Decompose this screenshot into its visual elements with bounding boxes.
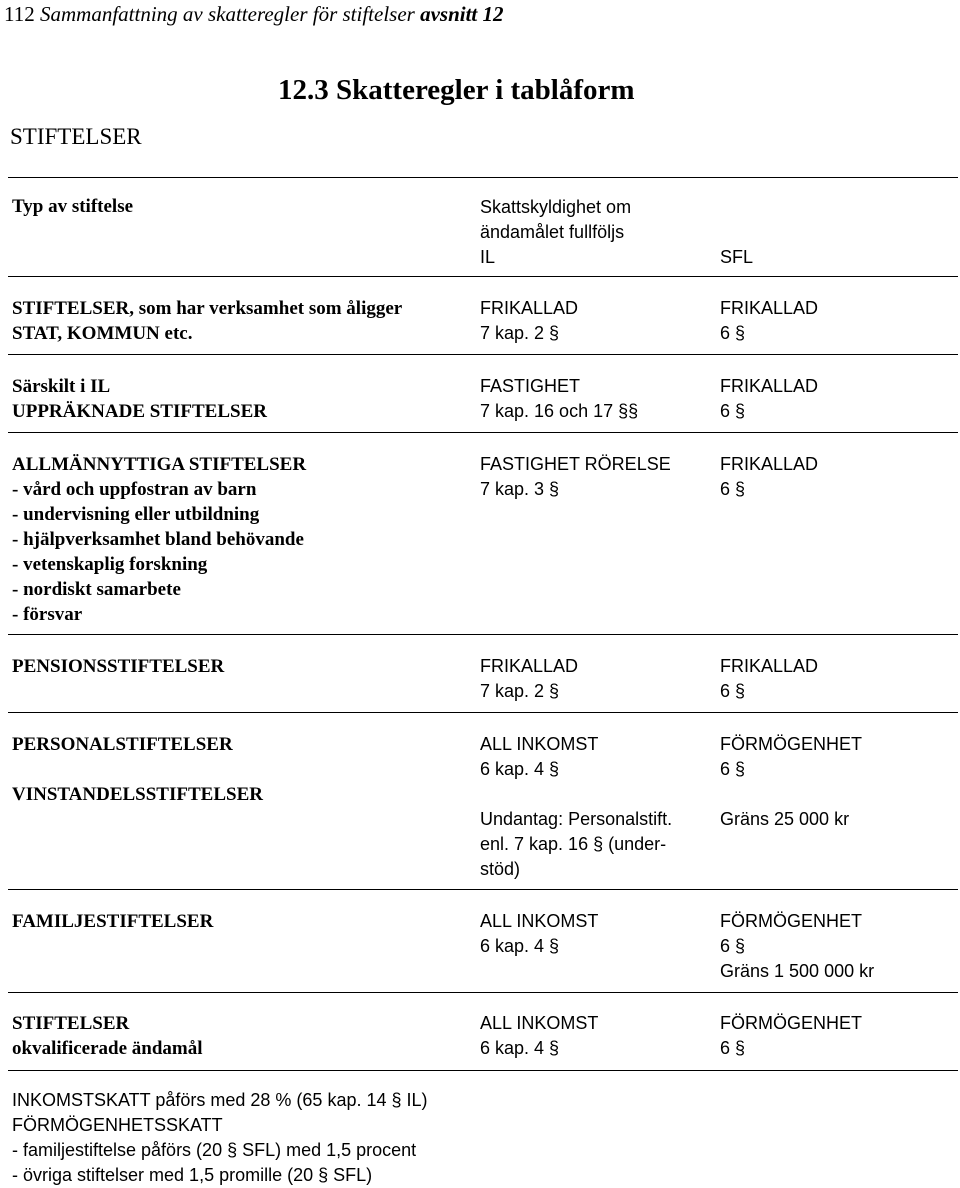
row-rule xyxy=(8,712,958,713)
footer-notes: INKOMSTSKATT påförs med 28 % (65 kap. 14 § IL) FÖRMÖGENHETSSKATT - familjestiftelse påförs (20 § SFL) med 1,5 procent - övriga stiftelser med 1,5 promille (20 § SFL) xyxy=(12,1090,428,1185)
row-3-il: FASTIGHET RÖRELSE 7 kap. 3 § xyxy=(480,454,671,499)
row-2-il: FASTIGHET 7 kap. 16 och 17 §§ xyxy=(480,376,639,421)
row-2-type: Särskilt i IL UPPRÄKNADE STIFTELSER xyxy=(12,376,267,422)
column-header-rule xyxy=(8,276,958,277)
row-6-type: FAMILJESTIFTELSER xyxy=(12,911,214,932)
column-header-il: Skattskyldighet om ändamålet fullföljs IL xyxy=(480,197,632,267)
section-label: avsnitt 12 xyxy=(420,2,504,26)
page-header xyxy=(4,2,504,27)
row-1-type: STIFTELSER, som har verksamhet som åligger STAT, KOMMUN etc. xyxy=(12,298,403,344)
row-7-il: ALL INKOMST 6 kap. 4 § xyxy=(480,1013,599,1058)
page-title: 12.3 Skatteregler i tablåform xyxy=(278,74,635,106)
row-6-sfl: FÖRMÖGENHET 6 § Gräns 1 500 000 kr xyxy=(720,911,875,981)
row-rule xyxy=(8,992,958,993)
row-7-sfl: FÖRMÖGENHET 6 § xyxy=(720,1013,862,1058)
header-rule xyxy=(8,177,958,178)
row-4-sfl: FRIKALLAD 6 § xyxy=(720,656,819,701)
row-5-sfl: FÖRMÖGENHET 6 § Gräns 25 000 kr xyxy=(720,734,862,829)
table-bottom-rule xyxy=(8,1070,958,1071)
running-title: Sammanfattning av skatteregler för stiftelser xyxy=(39,2,415,26)
row-1-sfl: FRIKALLAD 6 § xyxy=(720,298,819,343)
row-rule xyxy=(8,432,958,433)
row-7-type: STIFTELSER okvalificerade ändamål xyxy=(12,1013,203,1059)
column-header-sfl: SFL xyxy=(720,247,754,267)
row-5-type: PERSONALSTIFTELSER VINSTANDELSSTIFTELSER xyxy=(12,734,263,805)
row-4-il: FRIKALLAD 7 kap. 2 § xyxy=(480,656,579,701)
row-rule xyxy=(8,354,958,355)
row-5-il: ALL INKOMST 6 kap. 4 § Undantag: Personalstift. enl. 7 kap. 16 § (under- stöd) xyxy=(480,734,673,879)
column-header-type: Typ av stiftelse xyxy=(12,196,134,217)
stiftelser-heading: STIFTELSER xyxy=(10,124,142,149)
row-6-il: ALL INKOMST 6 kap. 4 § xyxy=(480,911,599,956)
row-rule xyxy=(8,634,958,635)
row-3-type: ALLMÄNNYTTIGA STIFTELSER - vård och uppfostran av barn - undervisning eller utbildning - hjälpverksamhet bland behövande - vetenskaplig forskning - nordiskt samarbete - försvar xyxy=(12,454,307,625)
page-number: 112 xyxy=(4,2,35,26)
row-rule xyxy=(8,889,958,890)
row-1-il: FRIKALLAD 7 kap. 2 § xyxy=(480,298,579,343)
row-3-sfl: FRIKALLAD 6 § xyxy=(720,454,819,499)
row-4-type: PENSIONSSTIFTELSER xyxy=(12,656,225,677)
row-2-sfl: FRIKALLAD 6 § xyxy=(720,376,819,421)
